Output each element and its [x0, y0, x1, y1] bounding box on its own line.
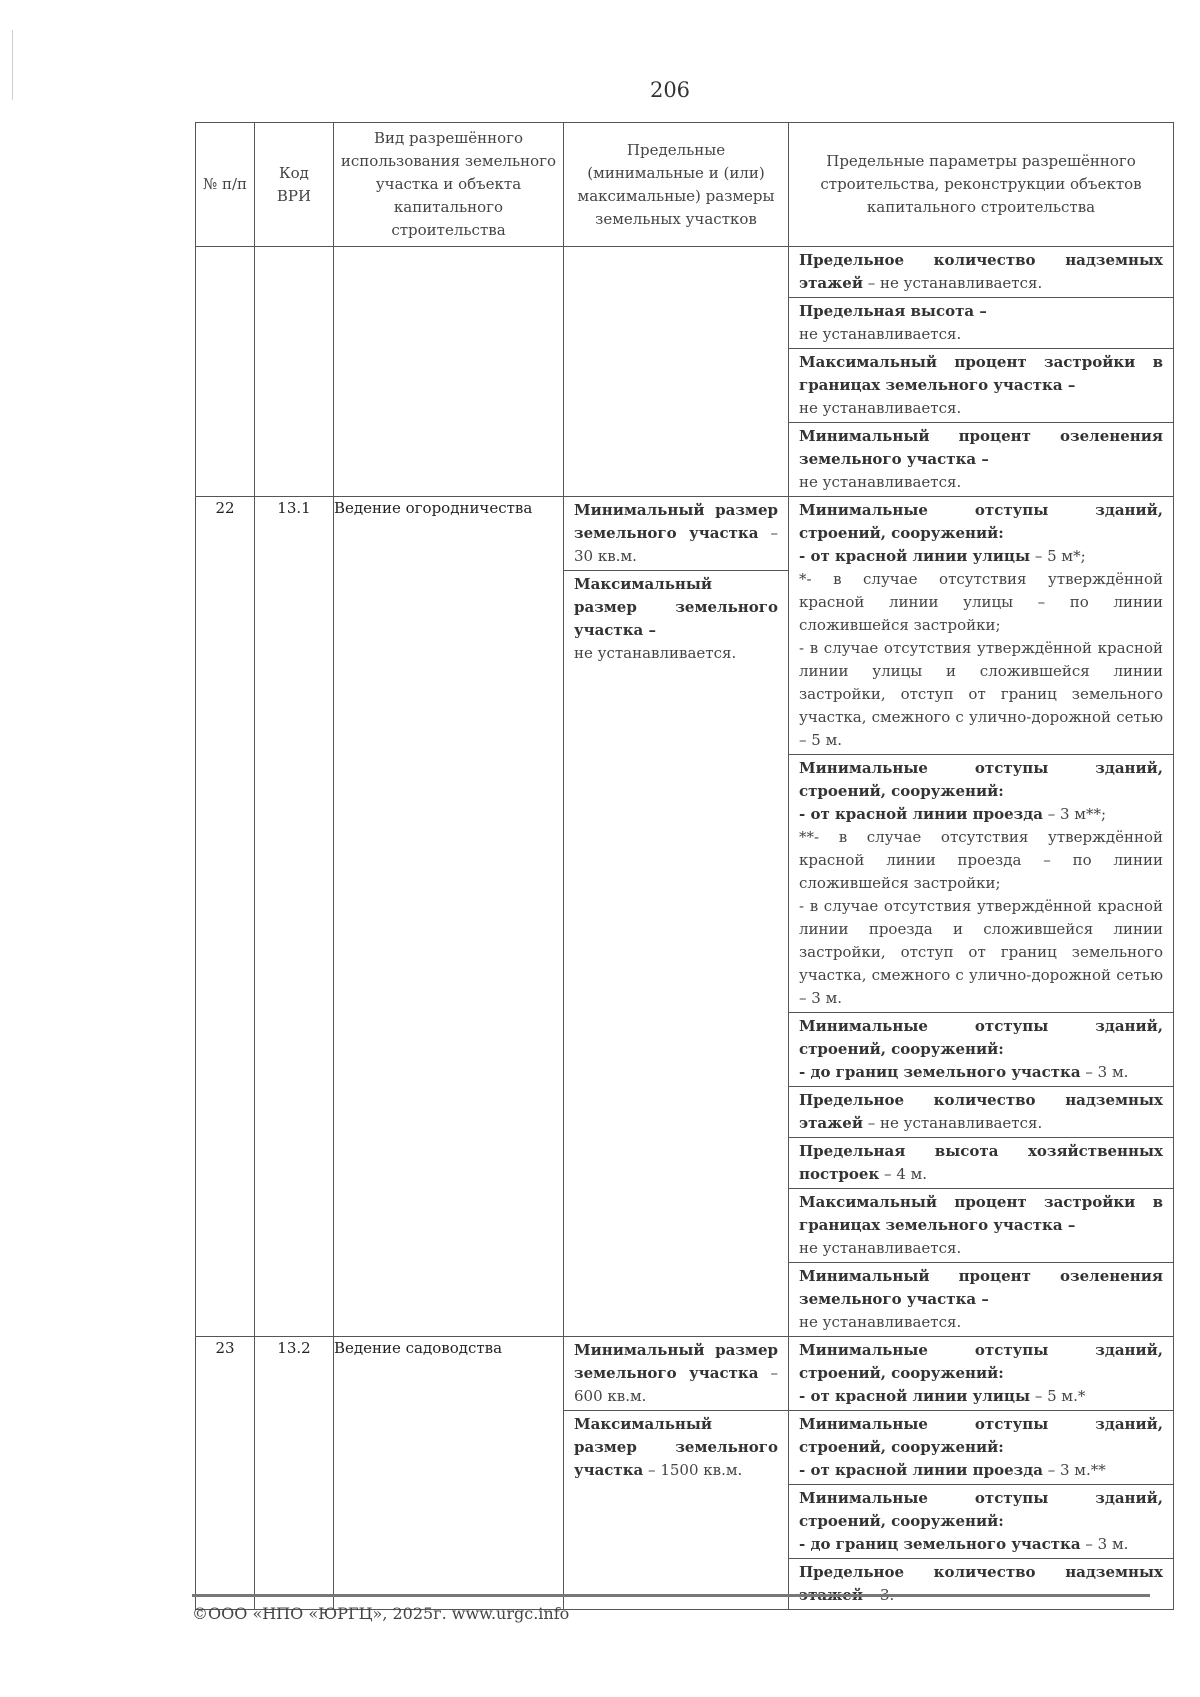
footer-divider	[192, 1594, 1150, 1597]
row-number: 22	[196, 497, 255, 1337]
table-row	[196, 247, 1174, 497]
param-max-coverage: Максимальный процент застройки в границах земельного участка – не устанавливается.	[789, 1189, 1173, 1263]
min-plot-size: Минимальный размер земельного участка – 600 кв.м.	[564, 1337, 788, 1411]
params-cell	[789, 1337, 1174, 1610]
table-row	[196, 1337, 1174, 1610]
table-header-row	[196, 123, 1174, 247]
param-min-greening: Минимальный процент озеленения земельного участка – не устанавливается.	[799, 1267, 1163, 1331]
header-size: Предельные (минимальные и (или) максимальные) размеры земельных участков	[564, 123, 789, 247]
code-cell	[255, 247, 334, 497]
page-number: 206	[649, 78, 691, 102]
size-cell	[564, 1337, 789, 1610]
footer-copyright: ©ООО «НПО «ЮРГЦ», 2025г. www.urgc.info	[192, 1604, 570, 1623]
max-plot-size: Максимальный размер земельного участка – 1500 кв.м.	[574, 1415, 778, 1479]
use-kind: Ведение садоводства	[334, 1337, 564, 1610]
regulations-table	[195, 122, 1174, 1610]
min-plot-size: Минимальный размер земельного участка – 30 кв.м.	[564, 497, 788, 571]
kind-cell	[334, 247, 564, 497]
param-outbuilding-height: Предельная высота хозяйственных построек – 4 м.	[789, 1138, 1173, 1189]
table-row	[196, 497, 1174, 1337]
size-cell	[564, 497, 789, 1337]
num-cell	[196, 247, 255, 497]
param-floors: Предельное количество надземных этажей – 3.	[799, 1563, 1163, 1604]
header-num: № п/п	[196, 123, 255, 247]
max-plot-size: Максимальный размер земельного участка – не устанавливается.	[574, 575, 778, 662]
param-max-coverage: Максимальный процент застройки в границах земельного участка – не устанавливается.	[789, 349, 1173, 423]
param-floors: Предельное количество надземных этажей – не устанавливается.	[789, 1087, 1173, 1138]
use-kind: Ведение огородничества	[334, 497, 564, 1337]
param-setback-driveway: Минимальные отступы зданий, строений, сооружений: - от красной линии проезда – 3 м**; **- в случае отсутствия утверждённой красной линии проезда – по линии сложившейся застройки; - в случае отсутствия утверждённой красной линии проезда и сложившейся линии застройки, отступ от границ земельного участка, смежного с улично-дорожной сетью – 3 м.	[789, 755, 1173, 1013]
vri-code: 13.2	[255, 1337, 334, 1610]
param-height: Предельная высота – не устанавливается.	[789, 298, 1173, 349]
row-number: 23	[196, 1337, 255, 1610]
param-setback-driveway: Минимальные отступы зданий, строений, сооружений: - от красной линии проезда – 3 м.**	[789, 1411, 1173, 1485]
params-cell	[789, 497, 1174, 1337]
vri-code: 13.1	[255, 497, 334, 1337]
param-setback-street: Минимальные отступы зданий, строений, сооружений: - от красной линии улицы – 5 м.*	[789, 1337, 1173, 1411]
param-floors: Предельное количество надземных этажей – не устанавливается.	[789, 247, 1173, 298]
param-setback-boundary: Минимальные отступы зданий, строений, сооружений: - до границ земельного участка – 3 м.	[789, 1485, 1173, 1559]
header-code: Код ВРИ	[255, 123, 334, 247]
param-setback-street: Минимальные отступы зданий, строений, сооружений: - от красной линии улицы – 5 м*; *- в случае отсутствия утверждённой красной линии улицы – по линии сложившейся застройки; - в случае отсутствия утверждённой красной линии улицы и сложившейся линии застройки, отступ от границ земельного участка, смежного с улично-дорожной сетью – 5 м.	[789, 497, 1173, 755]
param-setback-boundary: Минимальные отступы зданий, строений, сооружений: - до границ земельного участка – 3 м.	[789, 1013, 1173, 1087]
param-min-greening: Минимальный процент озеленения земельного участка – не устанавливается.	[799, 427, 1163, 491]
header-kind: Вид разрешённого использования земельного участка и объекта капитального строительства	[334, 123, 564, 247]
size-cell	[564, 247, 789, 497]
params-cell	[789, 247, 1174, 497]
header-params: Предельные параметры разрешённого строительства, реконструкции объектов капитального строительства	[789, 123, 1174, 247]
